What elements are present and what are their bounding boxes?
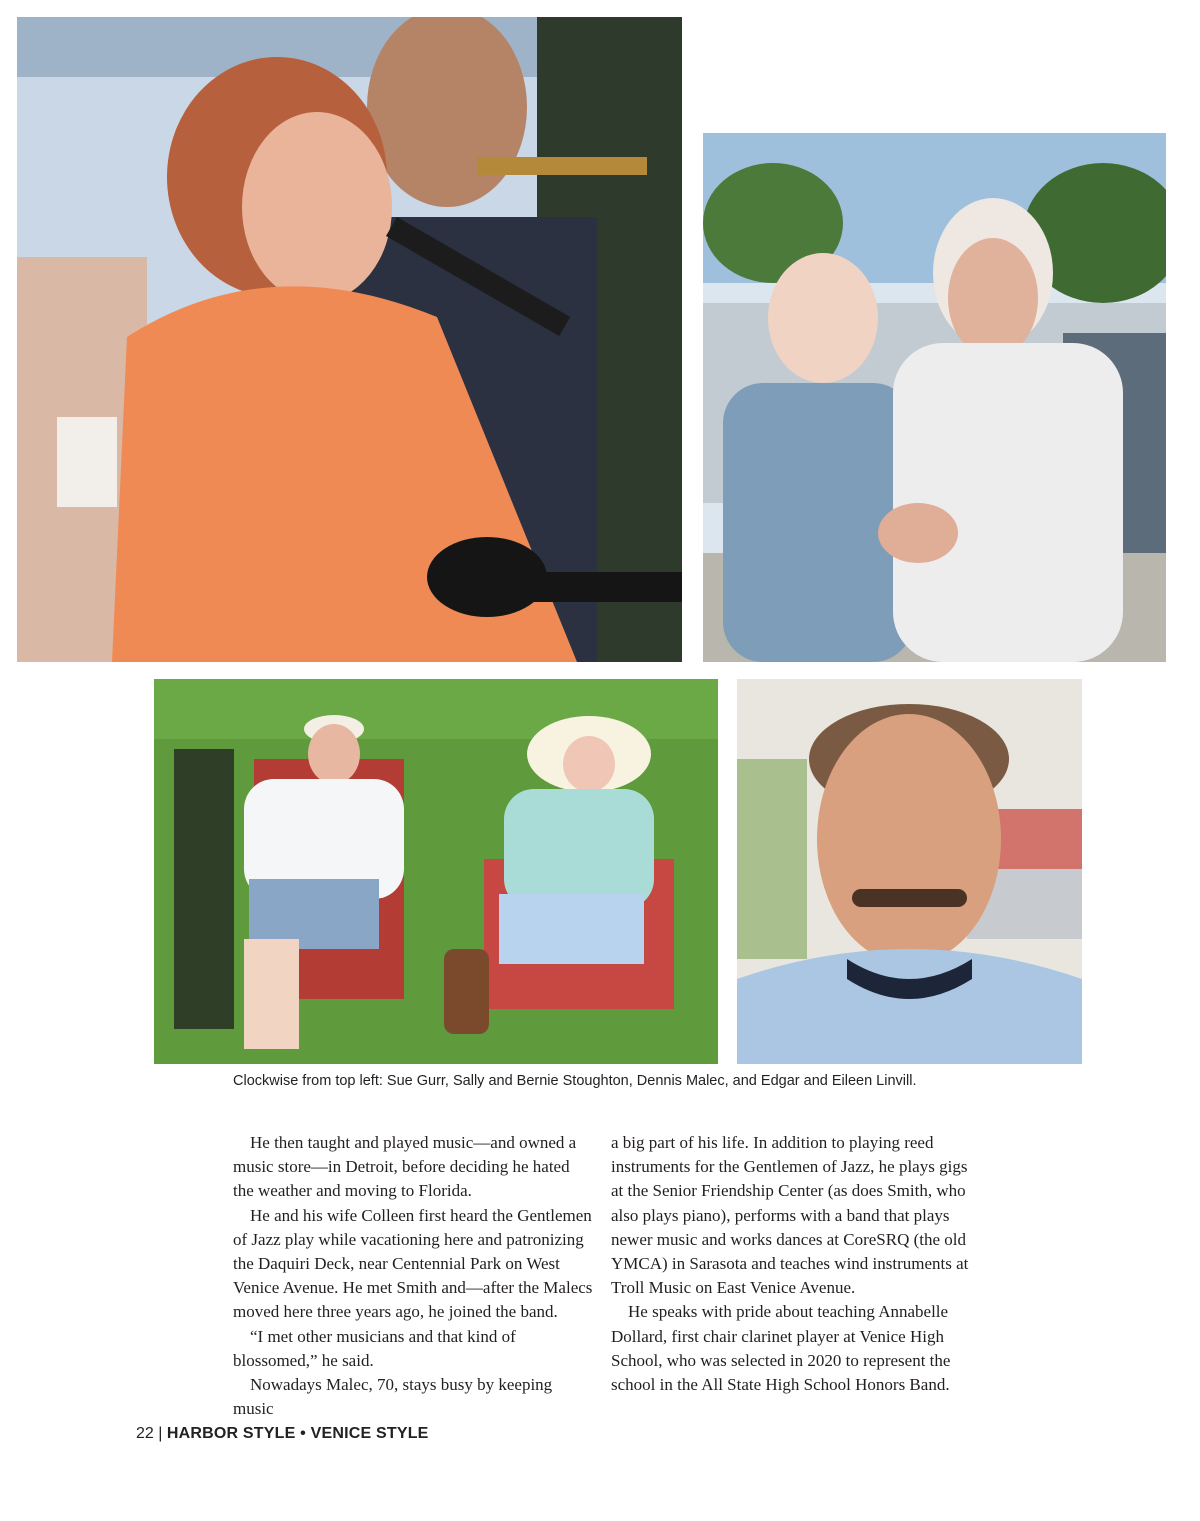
article-column-2 [611,1131,971,1397]
photo-caption: Clockwise from top left: Sue Gurr, Sally and Bernie Stoughton, Dennis Malec, and Edgar and Eileen Linvill. [233,1073,917,1089]
paragraph-continued: a big part of his life. In addition to playing reed instruments for the Gentlemen of Jazz, he plays gigs at the Senior Friendship Center (as does Smith, who also plays piano), performs with a band that plays newer music and works dances at CoreSRQ (the old YMCA) in Sarasota and teaches wind instruments at Troll Music on East Venice Avenue. [611,1133,969,1298]
footer-separator: | [158,1425,163,1442]
article-column-1 [233,1131,593,1421]
paragraph: He and his wife Colleen first heard the Gentlemen of Jazz play while vacationing here and patronizing the Daquiri Deck, near Centennial Park on West Venice Avenue. He met Smith and—after the Malecs moved here three years ago, he joined the band. [233,1205,593,1322]
paragraph: “I met other musicians and that kind of blossomed,” he said. [233,1326,516,1370]
page-footer [136,1425,429,1443]
photo-couple-parking-lot [703,133,1166,662]
photo-singer [17,17,682,662]
photo-couple-lawn-chairs [154,679,718,1064]
paragraph: Nowadays Malec, 70, stays busy by keeping music [233,1375,553,1419]
paragraph: He speaks with pride about teaching Annabelle Dollard, first chair clarinet player at Venice High School, who was selected in 2020 to represent the school in the All State High School Honors Band. [611,1302,951,1395]
page-number: 22 [136,1425,154,1442]
photo-man-portrait [737,679,1082,1064]
publication-name: HARBOR STYLE • VENICE STYLE [166,1425,429,1442]
paragraph: He then taught and played music—and owned a music store—in Detroit, before deciding he hated the weather and moving to Florida. [233,1133,577,1201]
